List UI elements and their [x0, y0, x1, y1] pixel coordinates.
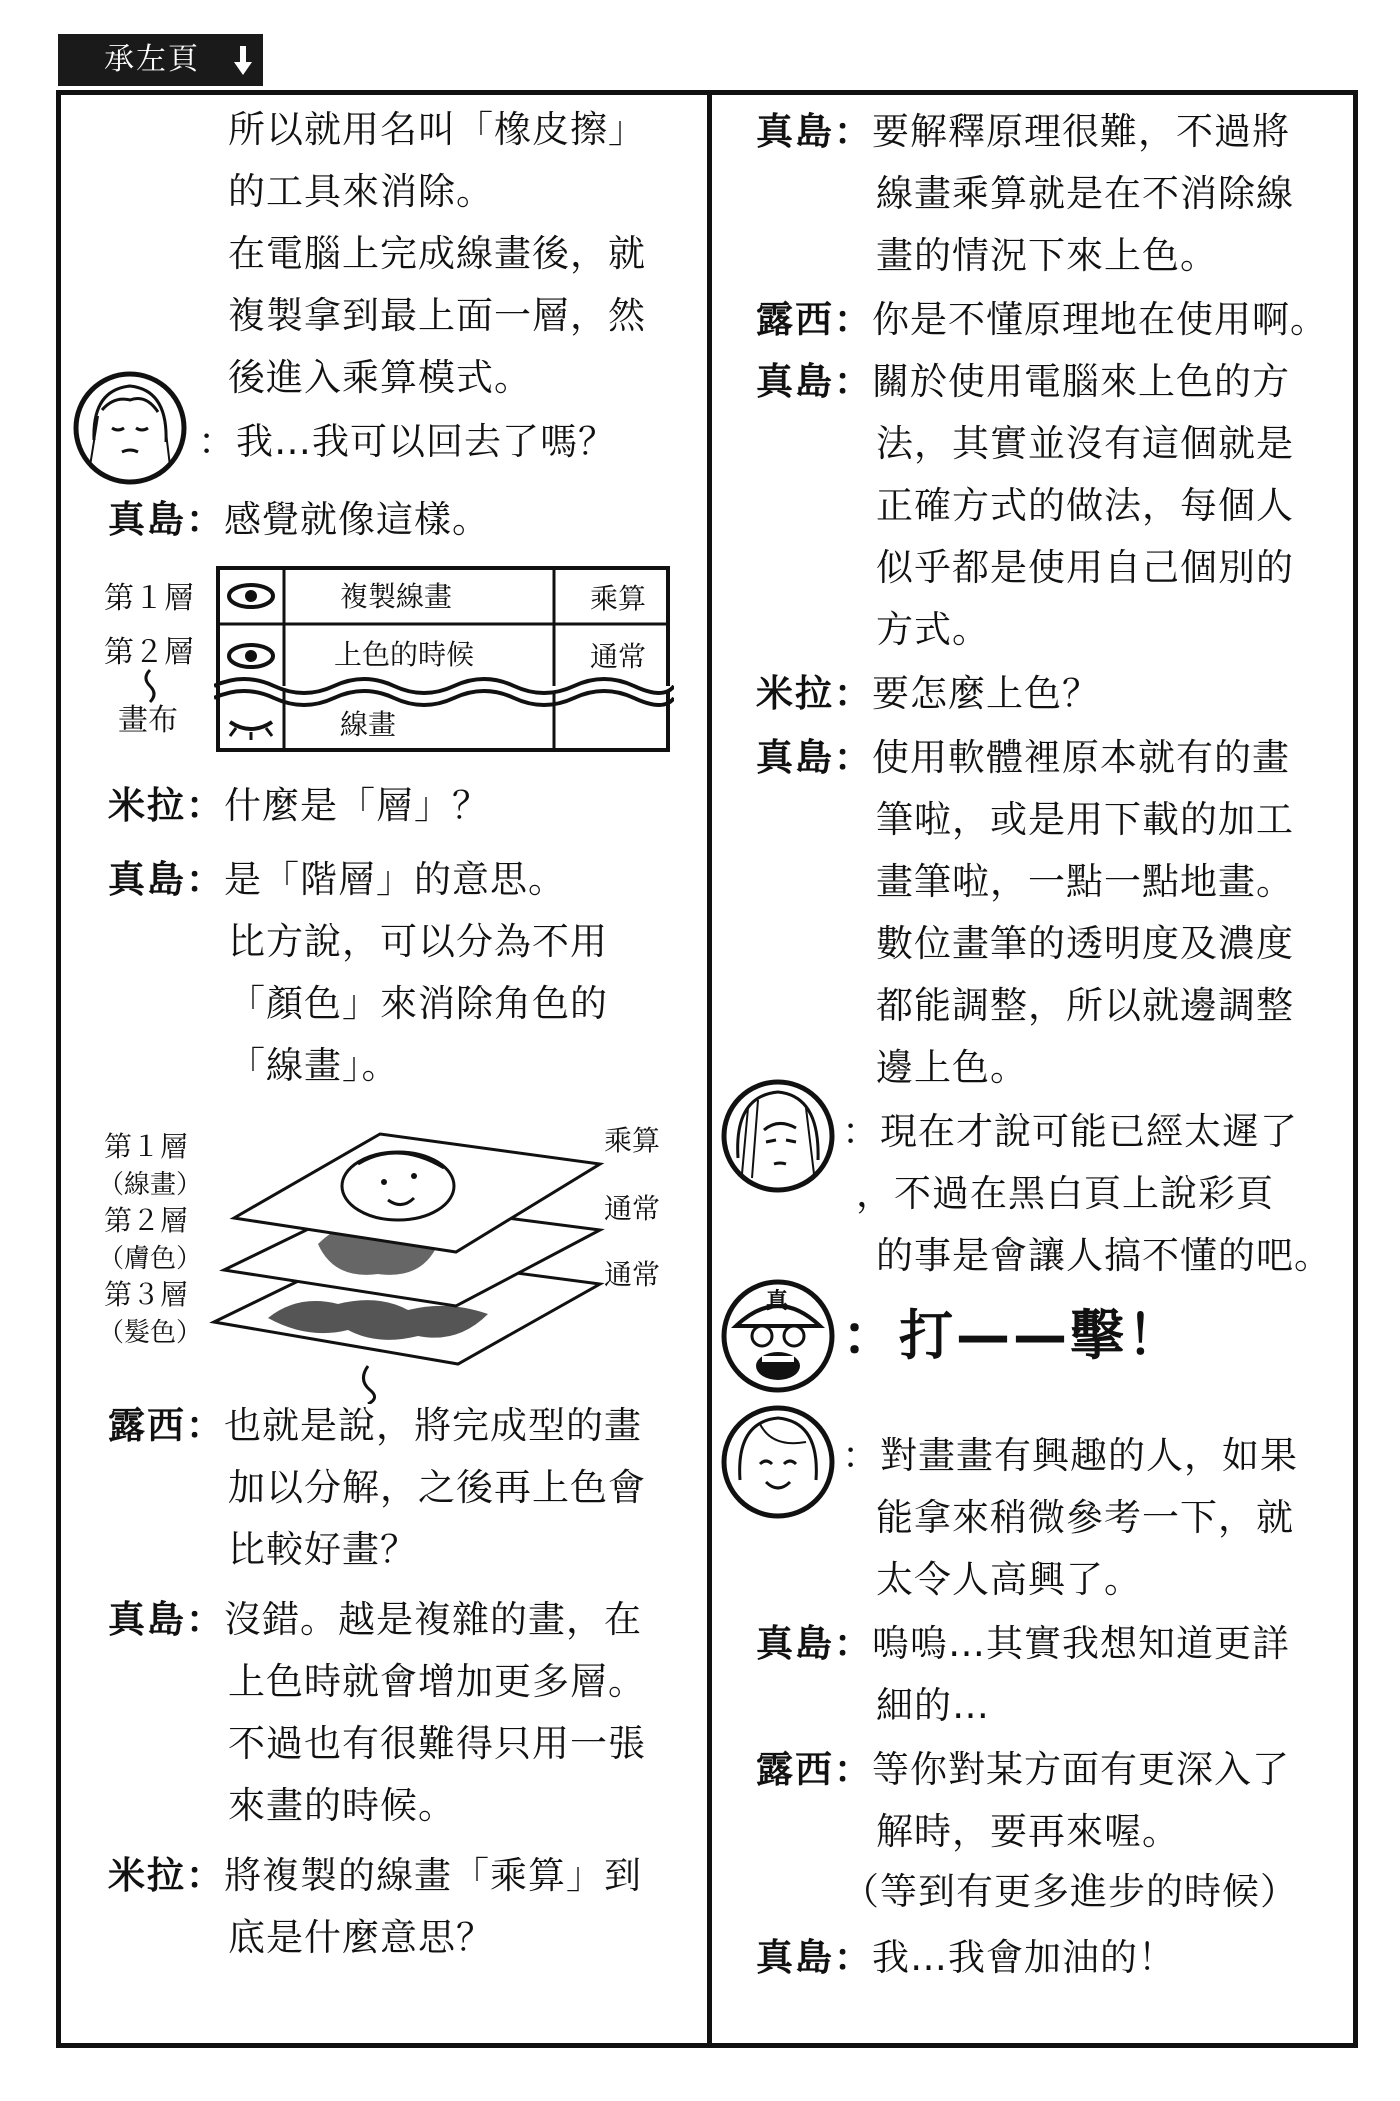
- dialogue-line-r3-4: 似乎都是使用自己個別的: [876, 546, 1294, 589]
- dialogue-text: 要解釋原理很難，不過將: [872, 110, 1290, 153]
- speaker-name: 真島: [756, 736, 834, 779]
- dialogue-line-r9-2: 細的…: [876, 1684, 990, 1727]
- dialogue-line-r5-4: 數位畫筆的透明度及濃度: [876, 922, 1294, 965]
- dialogue-text: 嗚嗚…其實我想知道更詳: [872, 1622, 1290, 1665]
- dialogue-line-f1: 米拉：將複製的線畫「乘算」到: [108, 1854, 642, 1897]
- dialogue-line-e1: 真島：沒錯。越是複雜的畫，在: [108, 1598, 642, 1641]
- face-line-r6-1: ：現在才說可能已經太遲了: [842, 1110, 1298, 1153]
- face-line-r8-2: 能拿來稍微參考一下，就: [876, 1496, 1294, 1539]
- dialogue-line-r3-1: 真島：關於使用電腦來上色的方: [756, 360, 1290, 403]
- dialogue-line-c2: 比方說，可以分為不用: [228, 920, 608, 963]
- dialogue-line-r3-2: 法，其實並沒有這個就是: [876, 422, 1294, 465]
- dialogue-line-f2: 底是什麼意思？: [228, 1916, 494, 1959]
- layer-mode-1: 乘算: [590, 582, 647, 615]
- dialogue-text: 是「階層」的意思。: [224, 858, 566, 901]
- dialogue-line-r5-1: 真島：使用軟體裡原本就有的畫: [756, 736, 1290, 779]
- speaker-name: 米拉: [108, 784, 186, 827]
- speaker-name: 真島: [756, 1622, 834, 1665]
- dialogue-text: 沒錯。越是複雜的畫，在: [224, 1598, 642, 1641]
- layer-label-canvas: 畫布: [118, 703, 178, 738]
- dialogue-line-e2: 上色時就會增加更多層。: [228, 1660, 646, 1703]
- dialogue-line-r5-5: 都能調整，所以就邊調整: [876, 984, 1294, 1027]
- dialogue-line-c1: 真島：是「階層」的意思。: [108, 858, 566, 901]
- dialogue-line-r10-2: 解時，要再來喔。: [876, 1810, 1180, 1853]
- column-divider: [707, 90, 712, 2048]
- wavy-connector-icon: [140, 668, 160, 704]
- dialogue-text: 要怎麼上色？: [872, 672, 1100, 715]
- dialogue-line-r5-6: 邊上色。: [876, 1046, 1028, 1089]
- continued-label: 承左頁: [104, 42, 200, 77]
- face-line-r6-2: ，不過在黑白頁上說彩頁: [856, 1172, 1274, 1215]
- eye-closed-icon: [230, 722, 272, 740]
- dialogue-line-r5-3: 畫筆啦，一點一點地畫。: [876, 860, 1294, 903]
- dialogue-line-c3: 「顏色」來消除角色的: [228, 982, 608, 1025]
- stack-label-2-sub: （膚色）: [98, 1244, 203, 1274]
- intro-line-5: 後進入乘算模式。: [228, 356, 532, 399]
- smiling-girl-face-icon: [720, 1404, 836, 1520]
- speaker-name: 真島: [108, 858, 186, 901]
- layer-name-canvas: 線畫: [340, 708, 397, 741]
- stack-mode-3: 通常: [604, 1258, 661, 1291]
- intro-line-3: 在電腦上完成線畫後，就: [228, 232, 646, 275]
- face-line-tired: ：我…我可以回去了嗎？: [198, 420, 616, 463]
- layer-label-2: 第２層: [104, 635, 194, 670]
- stack-label-1: 第１層: [104, 1130, 189, 1163]
- down-arrow-icon: [233, 46, 253, 76]
- dialogue-line-r3-5: 方式。: [876, 608, 990, 651]
- dialogue-line-r10-1: 露西：等你對某方面有更深入了: [756, 1748, 1290, 1791]
- speaker-name: 露西: [108, 1404, 186, 1447]
- impact-text: ：打——擊！: [842, 1304, 1184, 1367]
- dialogue-line-r5-2: 筆啦，或是用下載的加工: [876, 798, 1294, 841]
- sleepy-girl-face-icon: [720, 1078, 836, 1194]
- dialogue-line-r1-1: 真島：要解釋原理很難，不過將: [756, 110, 1290, 153]
- layer-name-1: 複製線畫: [340, 580, 453, 613]
- dialogue-text: 也就是說，將完成型的畫: [224, 1404, 642, 1447]
- dialogue-line-r1-2: 線畫乘算就是在不消除線: [876, 172, 1294, 215]
- stack-mode-1: 乘算: [604, 1124, 661, 1157]
- dialogue-line-d1: 露西：也就是說，將完成型的畫: [108, 1404, 642, 1447]
- dialogue-text: 我…我會加油的！: [872, 1936, 1176, 1979]
- speaker-name: 真島: [108, 498, 186, 541]
- dialogue-line-e4: 來畫的時候。: [228, 1784, 456, 1827]
- dialogue-line-r4: 米拉：要怎麼上色？: [756, 672, 1100, 715]
- speaker-name: 露西: [756, 1748, 834, 1791]
- dialogue-text: 等你對某方面有更深入了: [872, 1748, 1290, 1791]
- stack-mode-2: 通常: [604, 1192, 661, 1225]
- continued-from-left-page-tag: [58, 34, 263, 86]
- layer-mode-2: 通常: [590, 640, 647, 673]
- speaker-name: 露西: [756, 298, 834, 341]
- stack-label-1-sub: （線畫）: [98, 1170, 203, 1200]
- dialogue-text: 什麼是「層」？: [224, 784, 490, 827]
- dialogue-line-r2: 露西：你是不懂原理地在使用啊。: [756, 298, 1328, 341]
- aside-note: （等到有更多進步的時候）: [842, 1870, 1298, 1913]
- face-line-r8-1: ：對畫畫有興趣的人，如果: [842, 1434, 1298, 1477]
- dialogue-line-d3: 比較好畫？: [228, 1528, 418, 1571]
- dialogue-line-d2: 加以分解，之後再上色會: [228, 1466, 646, 1509]
- dialogue-line-c4: 「線畫」。: [228, 1044, 400, 1087]
- layer-label-1: 第１層: [104, 581, 194, 616]
- dialogue-line-e3: 不過也有很難得只用一張: [228, 1722, 646, 1765]
- speaker-name: 真島: [756, 1936, 834, 1979]
- dialogue-text: 關於使用電腦來上色的方: [872, 360, 1290, 403]
- speaker-name: 米拉: [756, 672, 834, 715]
- layer-name-2: 上色的時候: [334, 638, 475, 671]
- layer-stack-illustration: [208, 1104, 608, 1404]
- dialogue-line-r1-3: 畫的情況下來上色。: [876, 234, 1218, 277]
- intro-line-1: 所以就用名叫「橡皮擦」: [228, 108, 646, 151]
- stack-label-3-sub: （髮色）: [98, 1318, 203, 1348]
- dialogue-line-b: 米拉：什麼是「層」？: [108, 784, 490, 827]
- cap-badge-text: 真: [766, 1289, 789, 1314]
- speaker-name: 米拉: [108, 1854, 186, 1897]
- intro-line-2: 的工具來消除。: [228, 170, 494, 213]
- intro-line-4: 複製拿到最上面一層，然: [228, 294, 646, 337]
- dialogue-text: 使用軟體裡原本就有的畫: [872, 736, 1290, 779]
- dialogue-line-a: 真島：感覺就像這樣。: [108, 498, 490, 541]
- dialogue-text: 你是不懂原理地在使用啊。: [872, 298, 1328, 341]
- dialogue-line-r11: 真島：我…我會加油的！: [756, 1936, 1176, 1979]
- stack-label-3: 第３層: [104, 1278, 189, 1311]
- face-line-r6-3: 的事是會讓人搞不懂的吧。: [876, 1234, 1332, 1277]
- face-line-r8-3: 太令人高興了。: [876, 1558, 1142, 1601]
- stack-label-2: 第２層: [104, 1204, 189, 1237]
- dialogue-line-r3-3: 正確方式的做法，每個人: [876, 484, 1294, 527]
- dialogue-text: 將複製的線畫「乘算」到: [224, 1854, 642, 1897]
- speaker-name: 真島: [756, 360, 834, 403]
- eye-open-icon: [229, 645, 273, 667]
- speaker-name: 真島: [756, 110, 834, 153]
- speaker-name: 真島: [108, 1598, 186, 1641]
- eye-open-icon: [229, 585, 273, 607]
- dialogue-line-r9-1: 真島：嗚嗚…其實我想知道更詳: [756, 1622, 1290, 1665]
- dialogue-text: 感覺就像這樣。: [224, 498, 490, 541]
- tired-girl-face-icon: [72, 370, 188, 486]
